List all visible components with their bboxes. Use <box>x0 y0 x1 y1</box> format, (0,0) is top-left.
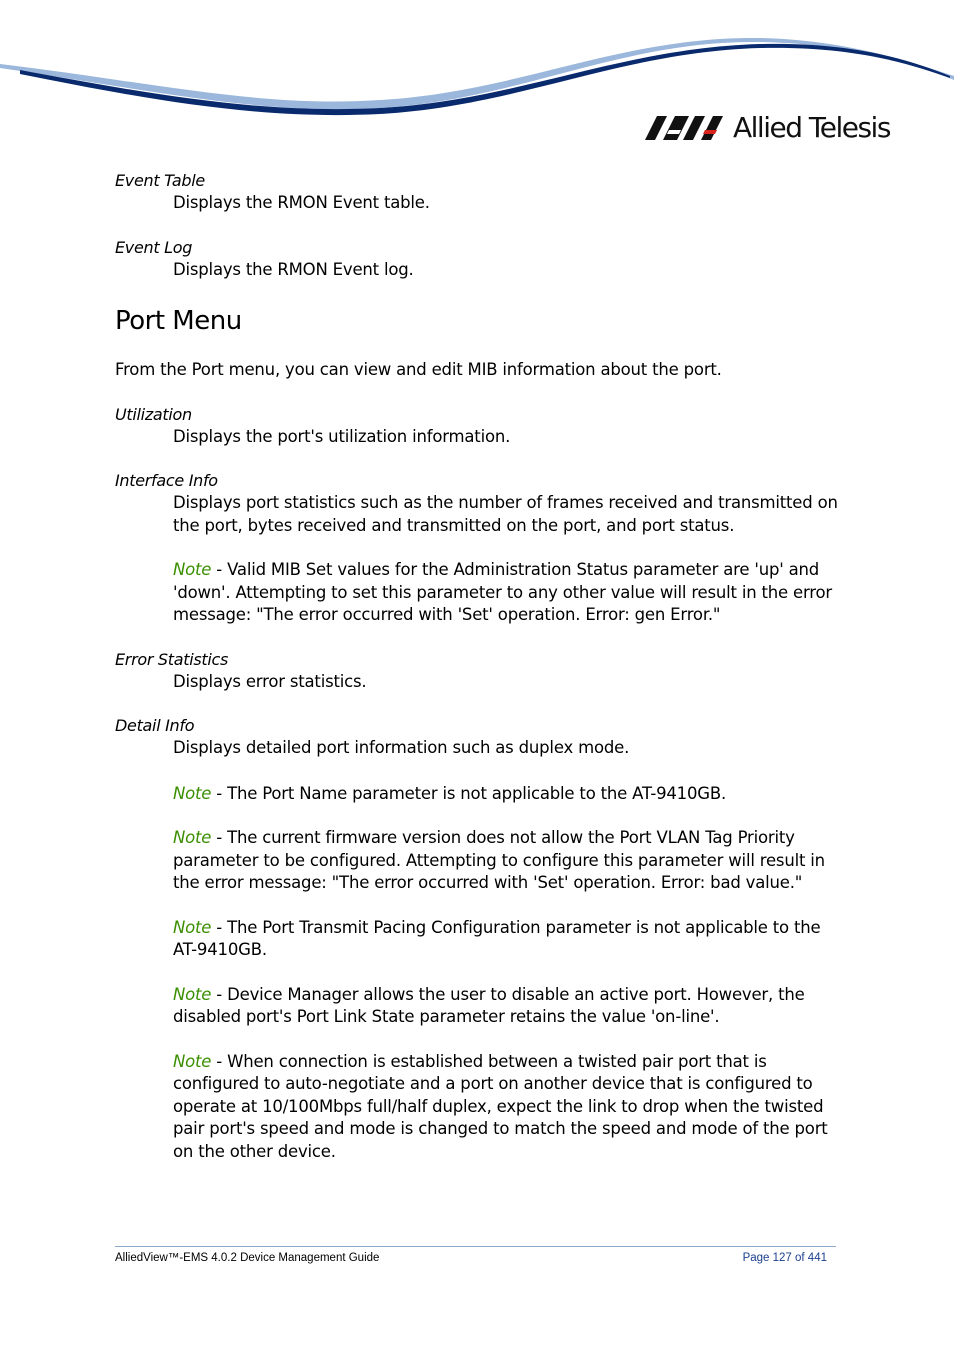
logo-text: Allied Telesis <box>733 111 890 144</box>
term-detail-info: Detail Info <box>115 716 195 735</box>
term-utilization: Utilization <box>115 404 192 424</box>
note-label: Note <box>173 917 212 937</box>
note-text: - Device Manager allows the user to disable an active port. However, the disabled port's Port Link State parameter retains the value 'on-line'. <box>173 984 805 1026</box>
note-text: - The Port Name parameter is not applicable to the AT-9410GB. <box>211 783 727 803</box>
footer-divider <box>115 1246 836 1247</box>
term-event-table: Event Table <box>115 171 205 190</box>
desc-detail-info: Displays detailed port information such as duplex mode. <box>173 738 630 757</box>
note-text: - Valid MIB Set values for the Administration Status parameter are 'up' and 'down'. Attempting to set this parameter to any other value will result in the error message: "The error occurred with 'Set' operation. Error: gen Error." <box>173 560 832 624</box>
note-detail-4 <box>173 984 845 1029</box>
note-detail-3 <box>173 917 845 962</box>
term-interface-info: Interface Info <box>115 471 218 490</box>
desc-event-log: Displays the RMON Event log. <box>173 259 414 279</box>
note-label: Note <box>173 783 212 803</box>
note-detail-5 <box>173 1051 845 1164</box>
desc-event-table: Displays the RMON Event table. <box>173 193 430 212</box>
note-label: Note <box>173 560 212 579</box>
footer-page-number: Page 127 of 441 <box>742 1252 827 1264</box>
term-error-statistics: Error Statistics <box>115 649 229 669</box>
footer-document-title: AlliedView™-EMS 4.0.2 Device Management Guide <box>115 1252 380 1264</box>
desc-interface-info: Displays port statistics such as the number of frames received and transmitted on the port, bytes received and transmitted on the port, and port status. <box>173 493 838 535</box>
note-text: - The Port Transmit Pacing Configuration parameter is not applicable to the AT-9410GB. <box>173 917 821 959</box>
note-detail-1 <box>173 783 845 806</box>
note-label: Note <box>173 1051 212 1071</box>
note-label: Note <box>173 984 212 1004</box>
document-body <box>115 170 845 1163</box>
event-log-entry <box>115 237 845 282</box>
desc-utilization: Displays the port's utilization information. <box>173 426 511 446</box>
note-text: - The current firmware version does not allow the Port VLAN Tag Priority parameter to be configured. Attempting to configure this parameter will result in the error message: "The error occurred with 'Set' operation. Error: bad value." <box>173 828 825 892</box>
event-table-entry <box>115 170 845 215</box>
note-detail-2 <box>173 827 845 895</box>
allied-telesis-logo <box>645 110 905 146</box>
port-menu-intro: From the Port menu, you can view and edit MIB information about the port. <box>115 360 722 379</box>
section-heading-port-menu: Port Menu <box>115 306 242 336</box>
note-label: Note <box>173 828 212 847</box>
note-text: - When connection is established between a twisted pair port that is configured to auto-negotiate and a port on another device that is configured to operate at 10/100Mbps full/half duplex, expect the link to drop when the twisted pair port's speed and mode is changed to match the speed and mode of the port on the other device. <box>173 1051 828 1161</box>
note-interface-info <box>173 559 845 627</box>
term-event-log: Event Log <box>115 237 193 257</box>
logo-mark-icon <box>645 110 725 146</box>
desc-error-statistics: Displays error statistics. <box>173 671 367 691</box>
